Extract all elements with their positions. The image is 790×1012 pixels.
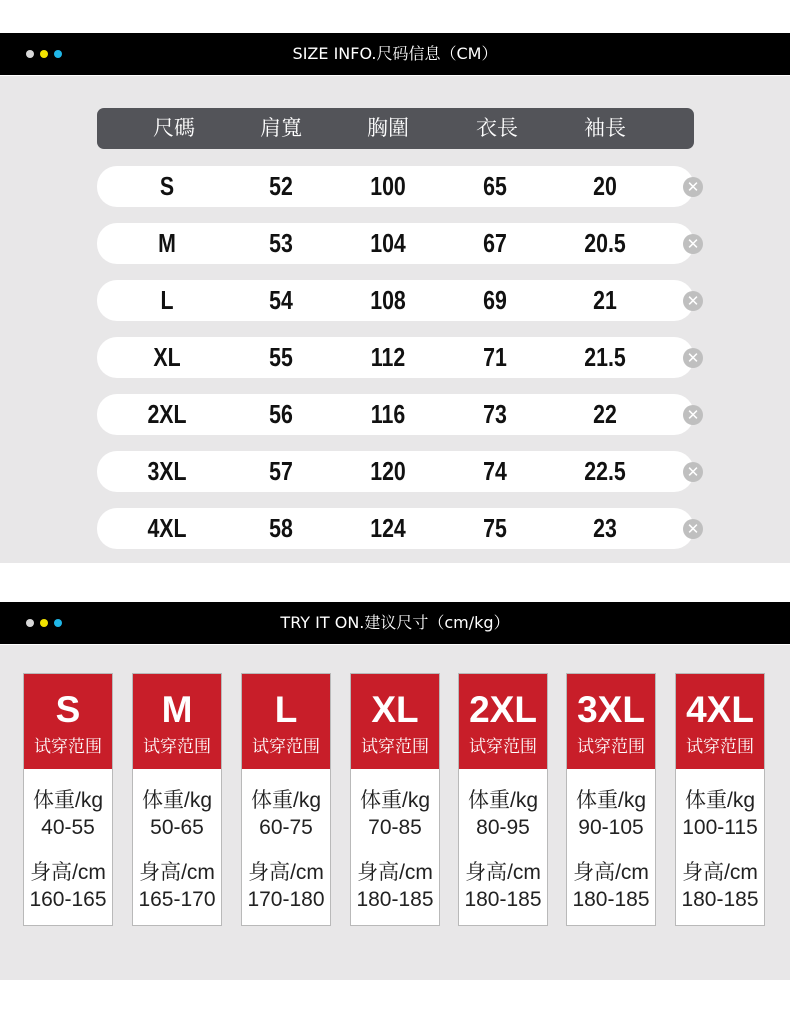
cell-sleeve: 22 bbox=[593, 399, 617, 429]
weight-range: 80-95 bbox=[476, 816, 530, 839]
size-card bbox=[675, 673, 765, 926]
size-card-size: 3XL bbox=[577, 689, 645, 730]
cell-shoulder: 55 bbox=[269, 342, 293, 372]
close-icon[interactable]: ✕ bbox=[683, 177, 703, 197]
weight-label: 体重/kg bbox=[467, 789, 538, 812]
height-label: 身高/cm bbox=[139, 861, 215, 884]
size-card-size: XL bbox=[371, 689, 419, 730]
cell-shoulder: 57 bbox=[269, 456, 293, 486]
height-label: 身高/cm bbox=[573, 861, 649, 884]
height-label: 身高/cm bbox=[248, 861, 324, 884]
size-card bbox=[23, 673, 113, 926]
size-card-header bbox=[459, 674, 547, 769]
cell-length: 74 bbox=[483, 456, 507, 486]
size-card-header bbox=[351, 674, 439, 769]
column-header-length: 衣長 bbox=[476, 116, 518, 140]
table-row bbox=[97, 337, 694, 378]
cell-sleeve: 22.5 bbox=[584, 456, 626, 486]
size-card-size: M bbox=[161, 689, 193, 730]
cell-sleeve: 21.5 bbox=[584, 342, 626, 372]
table-row bbox=[97, 223, 694, 264]
weight-label: 体重/kg bbox=[32, 789, 103, 812]
cell-sleeve: 21 bbox=[593, 285, 617, 315]
cell-chest: 112 bbox=[370, 342, 406, 372]
column-header-shoulder: 肩寬 bbox=[260, 116, 302, 140]
weight-range: 50-65 bbox=[150, 816, 204, 839]
weight-range: 40-55 bbox=[41, 816, 95, 839]
height-range: 160-165 bbox=[29, 888, 107, 911]
height-label: 身高/cm bbox=[357, 861, 433, 884]
weight-label: 体重/kg bbox=[359, 789, 430, 812]
cell-length: 73 bbox=[483, 399, 507, 429]
weight-label: 体重/kg bbox=[684, 789, 755, 812]
close-icon[interactable]: ✕ bbox=[683, 462, 703, 482]
size-card-header bbox=[242, 674, 330, 769]
cell-length: 65 bbox=[483, 171, 507, 201]
height-label: 身高/cm bbox=[682, 861, 758, 884]
table-row bbox=[97, 451, 694, 492]
size-card-range-label: 试穿范围 bbox=[577, 737, 645, 757]
size-info-header bbox=[0, 33, 790, 75]
try-it-on-header bbox=[0, 602, 790, 644]
size-card-range-label: 试穿范围 bbox=[34, 737, 102, 757]
size-info-title: SIZE INFO.尺码信息（CM） bbox=[292, 44, 498, 63]
close-icon[interactable]: ✕ bbox=[683, 291, 703, 311]
weight-label: 体重/kg bbox=[575, 789, 646, 812]
close-icon[interactable]: ✕ bbox=[683, 519, 703, 539]
size-card-size: L bbox=[274, 689, 298, 730]
cell-sleeve: 23 bbox=[593, 513, 617, 543]
cell-sleeve: 20 bbox=[593, 171, 617, 201]
height-range: 165-170 bbox=[138, 888, 216, 911]
weight-label: 体重/kg bbox=[141, 789, 212, 812]
height-range: 180-185 bbox=[681, 888, 759, 911]
column-header-size: 尺碼 bbox=[153, 116, 195, 140]
size-card bbox=[458, 673, 548, 926]
height-label: 身高/cm bbox=[30, 861, 106, 884]
table-row bbox=[97, 508, 694, 549]
size-card-header bbox=[24, 674, 112, 769]
close-icon[interactable]: ✕ bbox=[683, 234, 703, 254]
close-icon[interactable]: ✕ bbox=[683, 348, 703, 368]
size-card bbox=[350, 673, 440, 926]
cell-chest: 104 bbox=[370, 228, 406, 258]
cell-chest: 124 bbox=[370, 513, 406, 543]
weight-range: 70-85 bbox=[368, 816, 422, 839]
size-card-header bbox=[676, 674, 764, 769]
cell-shoulder: 56 bbox=[269, 399, 293, 429]
cell-size: M bbox=[158, 228, 176, 258]
try-it-on-title: TRY IT ON.建议尺寸（cm/kg） bbox=[280, 613, 510, 632]
height-range: 180-185 bbox=[572, 888, 650, 911]
cell-chest: 116 bbox=[370, 399, 406, 429]
size-card-size: 4XL bbox=[686, 689, 754, 730]
cell-length: 75 bbox=[483, 513, 507, 543]
height-range: 180-185 bbox=[464, 888, 542, 911]
column-header-sleeve: 袖長 bbox=[584, 116, 626, 140]
table-row bbox=[97, 394, 694, 435]
height-label: 身高/cm bbox=[465, 861, 541, 884]
weight-range: 60-75 bbox=[259, 816, 313, 839]
cell-size: 4XL bbox=[147, 513, 187, 543]
size-card-range-label: 试穿范围 bbox=[143, 737, 211, 757]
size-card bbox=[566, 673, 656, 926]
weight-range: 90-105 bbox=[578, 816, 644, 839]
weight-label: 体重/kg bbox=[250, 789, 321, 812]
height-range: 180-185 bbox=[356, 888, 434, 911]
table-row bbox=[97, 280, 694, 321]
size-card-header bbox=[133, 674, 221, 769]
cell-size: XL bbox=[153, 342, 181, 372]
weight-range: 100-115 bbox=[682, 816, 758, 839]
size-card bbox=[132, 673, 222, 926]
size-card-range-label: 试穿范围 bbox=[469, 737, 537, 757]
size-card-size: S bbox=[55, 689, 81, 730]
size-card-range-label: 试穿范围 bbox=[252, 737, 320, 757]
height-range: 170-180 bbox=[247, 888, 325, 911]
cell-size: S bbox=[159, 171, 175, 201]
cell-size: L bbox=[160, 285, 174, 315]
close-icon[interactable]: ✕ bbox=[683, 405, 703, 425]
column-header-chest: 胸圍 bbox=[367, 116, 409, 140]
cell-chest: 120 bbox=[370, 456, 406, 486]
cell-chest: 108 bbox=[370, 285, 406, 315]
size-card bbox=[241, 673, 331, 926]
size-card-size: 2XL bbox=[469, 689, 537, 730]
cell-size: 3XL bbox=[147, 456, 187, 486]
size-card-header bbox=[567, 674, 655, 769]
cell-size: 2XL bbox=[147, 399, 187, 429]
cell-sleeve: 20.5 bbox=[584, 228, 626, 258]
size-card-range-label: 试穿范围 bbox=[361, 737, 429, 757]
cell-shoulder: 52 bbox=[269, 171, 293, 201]
cell-length: 71 bbox=[483, 342, 507, 372]
cell-shoulder: 53 bbox=[269, 228, 293, 258]
cell-length: 67 bbox=[483, 228, 507, 258]
cell-chest: 100 bbox=[370, 171, 406, 201]
table-row bbox=[97, 166, 694, 207]
cell-shoulder: 58 bbox=[269, 513, 293, 543]
size-table-header bbox=[97, 108, 694, 149]
cell-length: 69 bbox=[483, 285, 507, 315]
cell-shoulder: 54 bbox=[269, 285, 293, 315]
size-card-range-label: 试穿范围 bbox=[686, 737, 754, 757]
